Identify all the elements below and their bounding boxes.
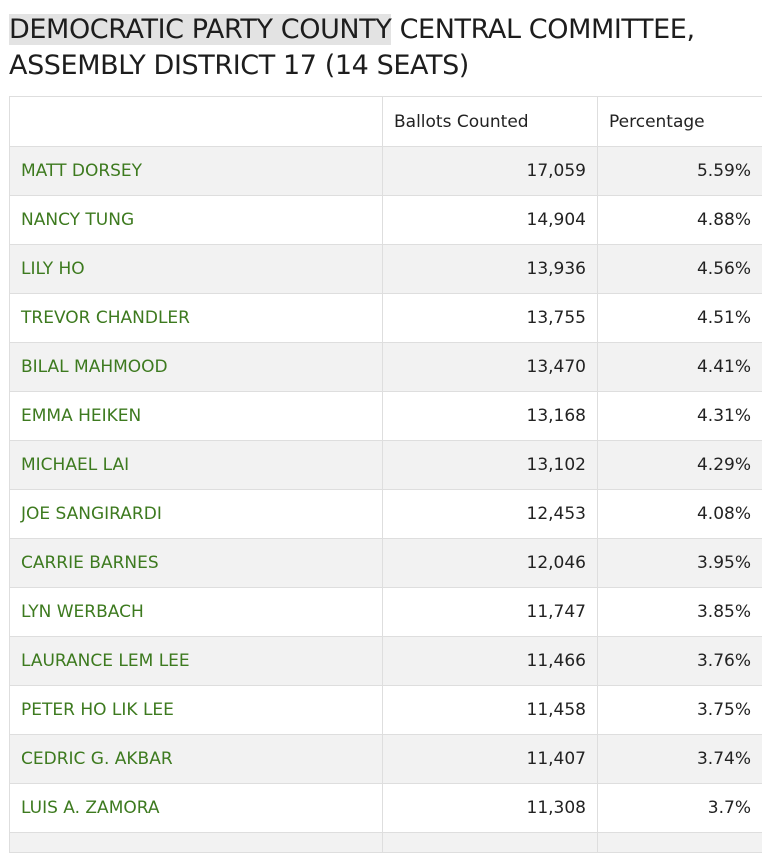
percentage-cell: 5.59% xyxy=(598,147,762,196)
ballots-counted-cell: 17,059 xyxy=(383,147,598,196)
column-header-candidate xyxy=(10,97,383,147)
table-row-cut-off xyxy=(10,833,762,853)
percentage-cell: 4.51% xyxy=(598,294,762,343)
results-table-body xyxy=(10,147,762,853)
title-highlight: DEMOCRATIC PARTY COUNTY xyxy=(9,14,392,45)
percentage-cell: 4.08% xyxy=(598,490,762,539)
ballots-counted-cell: 13,168 xyxy=(383,392,598,441)
table-row xyxy=(10,588,762,637)
table-row xyxy=(10,686,762,735)
percentage-cell: 3.76% xyxy=(598,637,762,686)
ballots-counted-cell: 11,466 xyxy=(383,637,598,686)
ballots-counted-cell: 12,046 xyxy=(383,539,598,588)
ballots-counted-cell: 11,407 xyxy=(383,735,598,784)
candidate-name-link[interactable]: JOE SANGIRARDI xyxy=(10,490,383,539)
candidate-name-link[interactable]: NANCY TUNG xyxy=(10,196,383,245)
candidate-name-link[interactable]: LILY HO xyxy=(10,245,383,294)
table-row xyxy=(10,245,762,294)
table-row xyxy=(10,343,762,392)
candidate-name-link[interactable]: BILAL MAHMOOD xyxy=(10,343,383,392)
table-row xyxy=(10,490,762,539)
candidate-name-link[interactable]: EMMA HEIKEN xyxy=(10,392,383,441)
table-row xyxy=(10,147,762,196)
ballots-counted-cell: 11,747 xyxy=(383,588,598,637)
table-row xyxy=(10,441,762,490)
percentage-cell: 4.41% xyxy=(598,343,762,392)
percentage-cell: 3.95% xyxy=(598,539,762,588)
percentage-cell: 3.7% xyxy=(598,784,762,833)
percentage-cell: 4.31% xyxy=(598,392,762,441)
table-row xyxy=(10,392,762,441)
candidate-name-link[interactable]: LYN WERBACH xyxy=(10,588,383,637)
column-header-ballots: Ballots Counted xyxy=(383,97,598,147)
cut-off-cell xyxy=(383,833,598,853)
candidate-name-link[interactable]: CARRIE BARNES xyxy=(10,539,383,588)
table-row xyxy=(10,637,762,686)
candidate-name-link[interactable]: MATT DORSEY xyxy=(10,147,383,196)
candidate-name-link[interactable]: LAURANCE LEM LEE xyxy=(10,637,383,686)
ballots-counted-cell: 14,904 xyxy=(383,196,598,245)
percentage-cell: 4.88% xyxy=(598,196,762,245)
candidate-name-link[interactable]: MICHAEL LAI xyxy=(10,441,383,490)
cut-off-cell xyxy=(10,833,383,853)
table-row xyxy=(10,735,762,784)
percentage-cell: 3.85% xyxy=(598,588,762,637)
ballots-counted-cell: 13,755 xyxy=(383,294,598,343)
table-row xyxy=(10,294,762,343)
page-title xyxy=(9,12,695,84)
ballots-counted-cell: 13,936 xyxy=(383,245,598,294)
cut-off-cell xyxy=(598,833,762,853)
table-row xyxy=(10,196,762,245)
percentage-cell: 3.75% xyxy=(598,686,762,735)
percentage-cell: 4.56% xyxy=(598,245,762,294)
candidate-name-link[interactable]: TREVOR CHANDLER xyxy=(10,294,383,343)
title-line2: ASSEMBLY DISTRICT 17 (14 SEATS) xyxy=(9,50,469,81)
percentage-cell: 3.74% xyxy=(598,735,762,784)
title-line1-rest: CENTRAL COMMITTEE, xyxy=(391,14,695,45)
candidate-name-link[interactable]: PETER HO LIK LEE xyxy=(10,686,383,735)
percentage-cell: 4.29% xyxy=(598,441,762,490)
candidate-name-link[interactable]: CEDRIC G. AKBAR xyxy=(10,735,383,784)
ballots-counted-cell: 11,308 xyxy=(383,784,598,833)
candidate-name-link[interactable]: LUIS A. ZAMORA xyxy=(10,784,383,833)
column-header-percentage: Percentage xyxy=(598,97,762,147)
header-row xyxy=(10,97,762,147)
results-table-header xyxy=(10,97,762,147)
ballots-counted-cell: 13,102 xyxy=(383,441,598,490)
ballots-counted-cell: 12,453 xyxy=(383,490,598,539)
ballots-counted-cell: 11,458 xyxy=(383,686,598,735)
ballots-counted-cell: 13,470 xyxy=(383,343,598,392)
table-row xyxy=(10,784,762,833)
results-table xyxy=(9,96,762,853)
table-row xyxy=(10,539,762,588)
